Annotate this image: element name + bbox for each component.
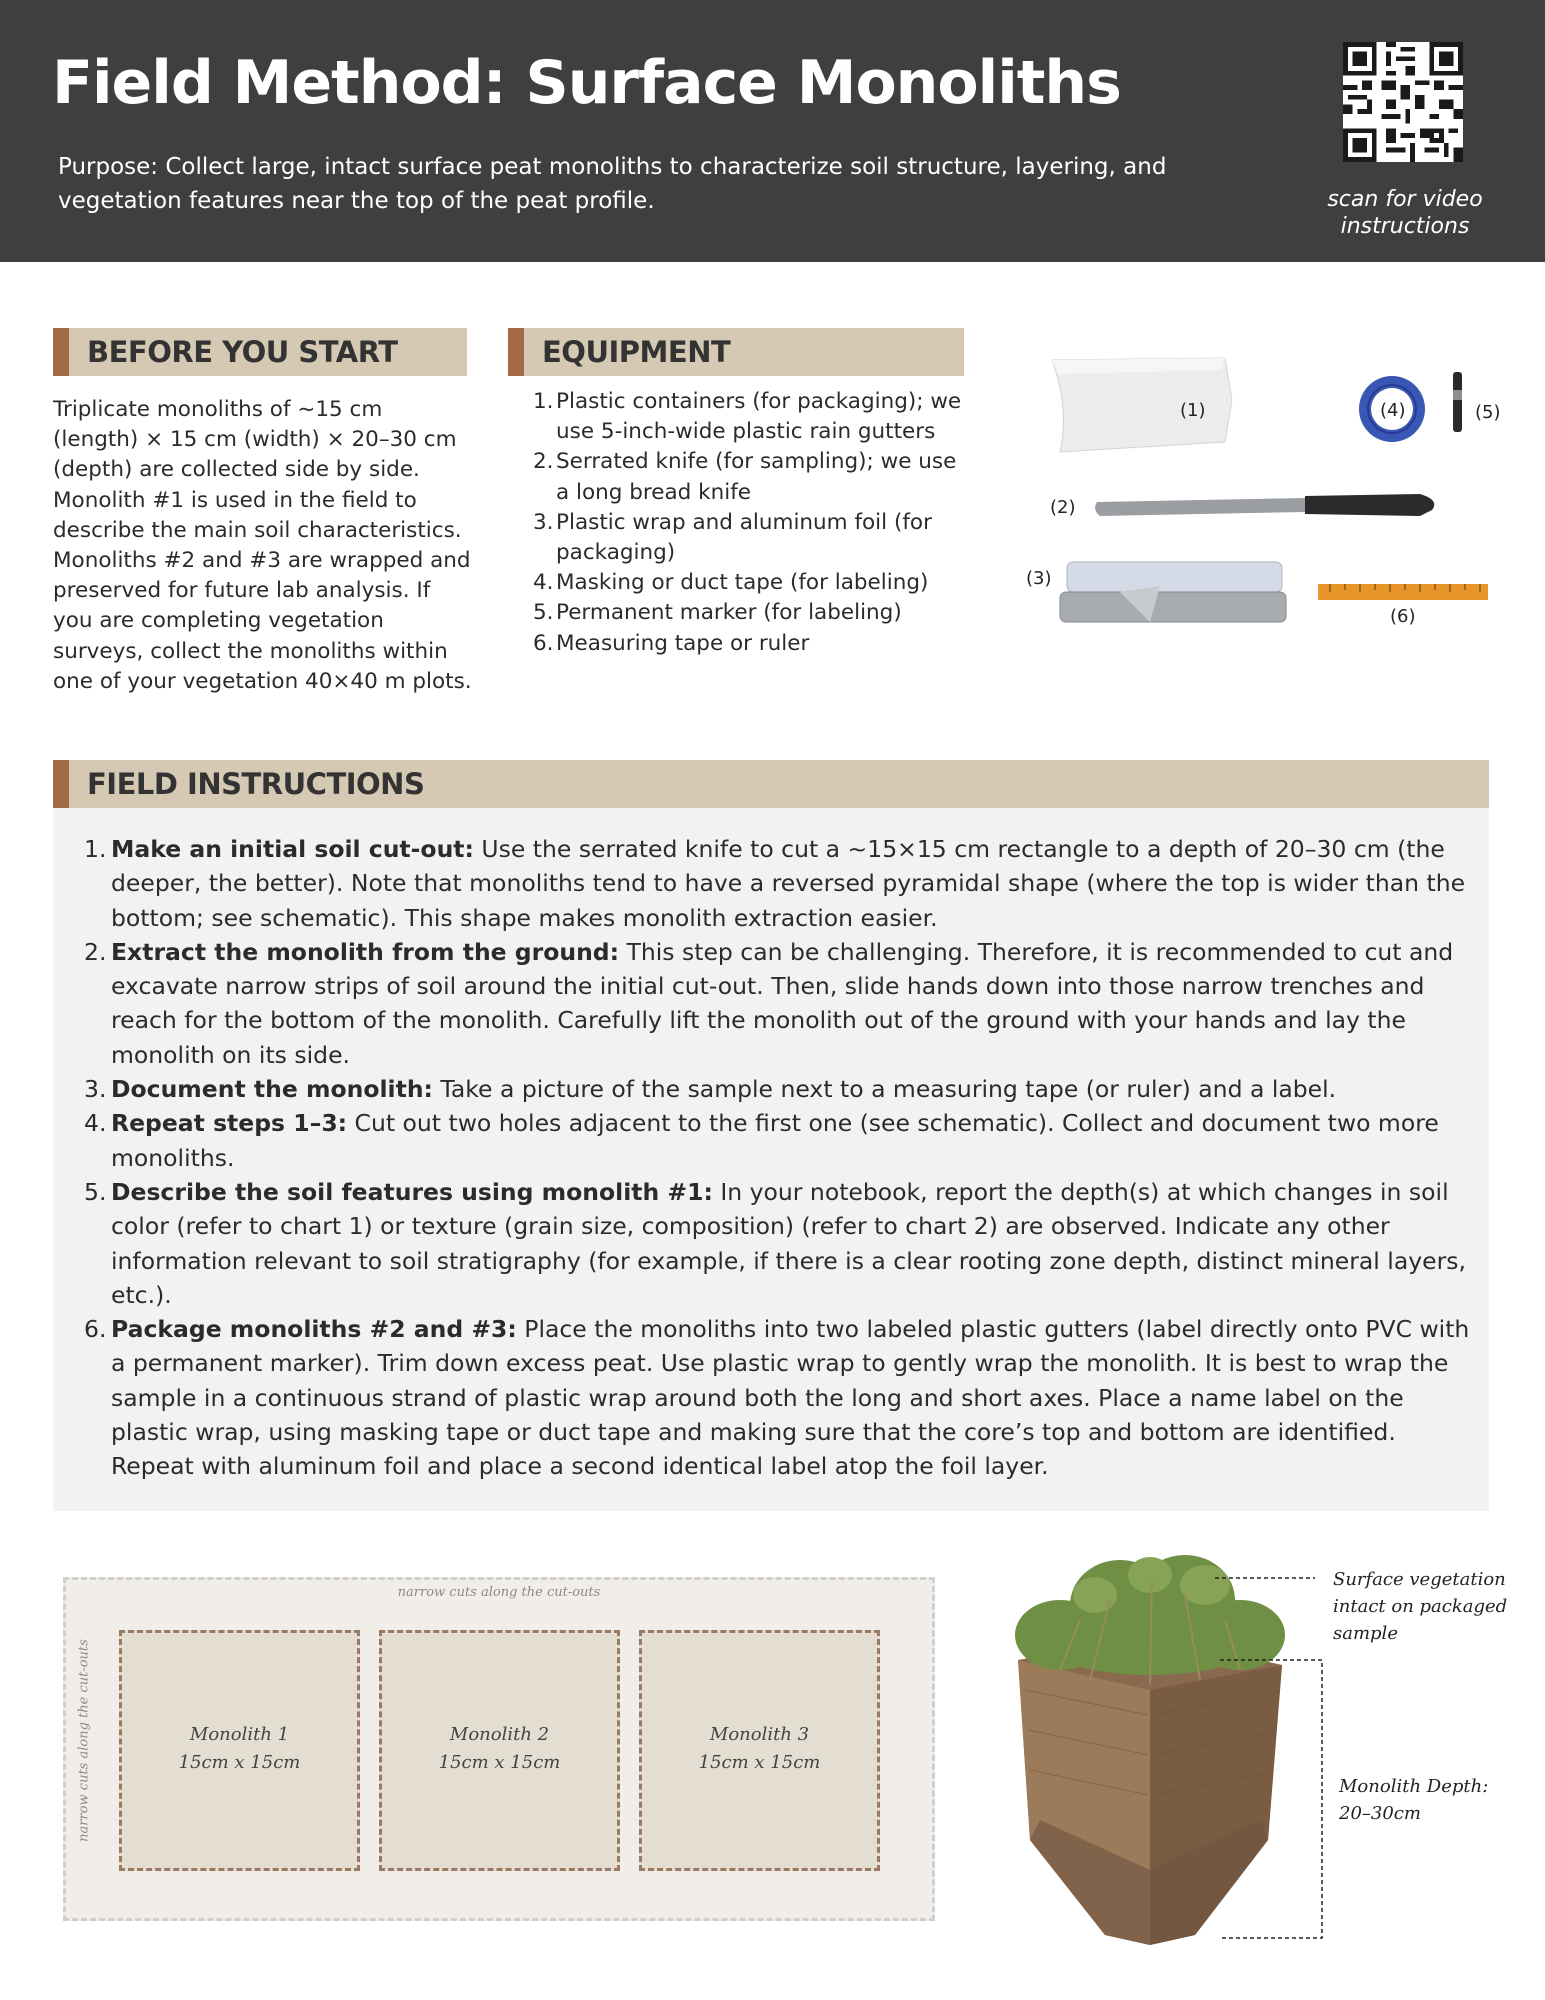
before-section-heading xyxy=(53,328,467,376)
step-item: 6. Package monoliths #2 and #3: Place the monoliths into two labeled plastic gutters (label directly onto PVC with a permanent marker). Trim down excess peat. Use plastic wrap to gently wrap the monolith. It is best to wrap the sample in a continuous strand of plastic wrap around both the long and short axes. Place a name label on the plastic wrap, using masking tape or duct tape and making sure that the core’s top and bottom are identified. Repeat with aluminum foil and place a second identical label atop the foil layer. xyxy=(84,1315,1470,1481)
field-steps-list xyxy=(78,832,1478,1484)
equipment-section-heading xyxy=(508,328,964,376)
step-item: 1. Make an initial soil cut-out: Use the serrated knife to cut a ~15×15 cm rectangle to a depth of 20–30 cm (the deeper, the better). Note that monoliths tend to have a reversed pyramidal shape (where the top is wider than the bottom; see schematic). This shape makes monolith extraction easier. xyxy=(84,835,1466,932)
before-text: Triplicate monoliths of ~15 cm (length) × 15 cm (width) × 20–30 cm (depth) are collected side by side. Monolith #1 is used in the field to describe the main soil characteristics. Monoliths #2 and #3 are wrapped and preserved for future lab analysis. If you are completing vegetation surveys, collect the monoliths within one of your vegetation 40×40 m plots. xyxy=(53,397,472,694)
step-item: 5. Describe the soil features using monolith #1: In your notebook, report the depth(s) at which changes in soil color (refer to chart 1) or texture (grain size, composition) (refer to chart 2) are observed. Indicate any other information relevant to soil stratigraphy (for example, if there is a clear rooting zone depth, distinct mineral layers, etc.). xyxy=(84,1177,1466,1309)
cutout-schematic xyxy=(63,1577,935,1921)
header-banner xyxy=(0,0,1545,262)
monolith-name: Monolith 2 xyxy=(449,1724,550,1745)
equipment-illustration xyxy=(1000,330,1545,660)
step-item: 4. Repeat steps 1–3: Cut out two holes adjacent to the first one (see schematic). Collect and document two more monoliths. xyxy=(84,1109,1439,1172)
purpose-text: Purpose: Collect large, intact surface peat monoliths to characterize soil structure, layering, and vegetation features near the top of the peat profile. xyxy=(58,154,1167,214)
monolith-box-2 xyxy=(379,1630,620,1871)
monolith-size: 15cm x 15cm xyxy=(178,1752,301,1773)
photo-label-2: (2) xyxy=(1050,497,1076,518)
photo-label-1: (1) xyxy=(1180,400,1206,421)
monolith-size: 15cm x 15cm xyxy=(438,1752,561,1773)
before-heading-text: BEFORE YOU START xyxy=(87,335,398,369)
schematic-top-note: narrow cuts along the cut-outs xyxy=(397,1585,601,1600)
monolith-box-3 xyxy=(639,1630,880,1871)
photo-label-5: (5) xyxy=(1475,402,1501,423)
equipment-item: 1. Plastic containers (for packaging); we use 5-inch-wide plastic rain gutters xyxy=(533,389,962,445)
photo-label-4: (4) xyxy=(1380,400,1406,421)
depth-note-label: Monolith Depth: xyxy=(1339,1776,1489,1797)
equipment-item: 2. Serrated knife (for sampling); we use a long bread knife xyxy=(533,449,957,505)
equipment-photo xyxy=(1000,330,1545,660)
equipment-heading-text: EQUIPMENT xyxy=(542,335,731,369)
equipment-item: 4. Masking or duct tape (for labeling) xyxy=(533,570,929,596)
vegetation-note: Surface vegetation intact on packaged sample xyxy=(1333,1569,1508,1644)
schematic-side-note: narrow cuts along the cut-outs xyxy=(76,1639,92,1842)
field-section-heading xyxy=(53,760,1489,808)
photo-label-3: (3) xyxy=(1026,568,1052,589)
monolith-box-1 xyxy=(119,1630,360,1871)
qr-caption: scan for video instructions xyxy=(1327,187,1483,239)
depth-note xyxy=(1339,1773,1529,1827)
monolith-name: Monolith 3 xyxy=(709,1724,810,1745)
photo-label-6: (6) xyxy=(1390,606,1416,627)
qr-code-icon[interactable] xyxy=(1343,42,1463,162)
step-item: 3. Document the monolith: Take a picture of the sample next to a measuring tape (or ruler) and a label. xyxy=(84,1075,1337,1104)
step-item: 2. Extract the monolith from the ground: This step can be challenging. Therefore, it is recommended to cut and excavate narrow strips of soil around the initial cut-out. Then, slide hands down into those narrow trenches and reach for the bottom of the monolith. Carefully lift the monolith out of the ground with your hands and lay the monolith on its side. xyxy=(84,937,1454,1069)
monolith-size: 15cm x 15cm xyxy=(698,1752,821,1773)
depth-note-value: 20–30cm xyxy=(1339,1803,1421,1824)
equipment-item: 5. Permanent marker (for labeling) xyxy=(533,600,902,626)
equipment-item: 6. Measuring tape or ruler xyxy=(533,630,810,656)
equipment-list xyxy=(533,387,973,659)
equipment-item: 3. Plastic wrap and aluminum foil (for packaging) xyxy=(533,509,932,566)
monolith-name: Monolith 1 xyxy=(189,1724,290,1745)
field-heading-text: FIELD INSTRUCTIONS xyxy=(87,767,425,801)
page-title: Field Method: Surface Monoliths xyxy=(52,48,1121,118)
